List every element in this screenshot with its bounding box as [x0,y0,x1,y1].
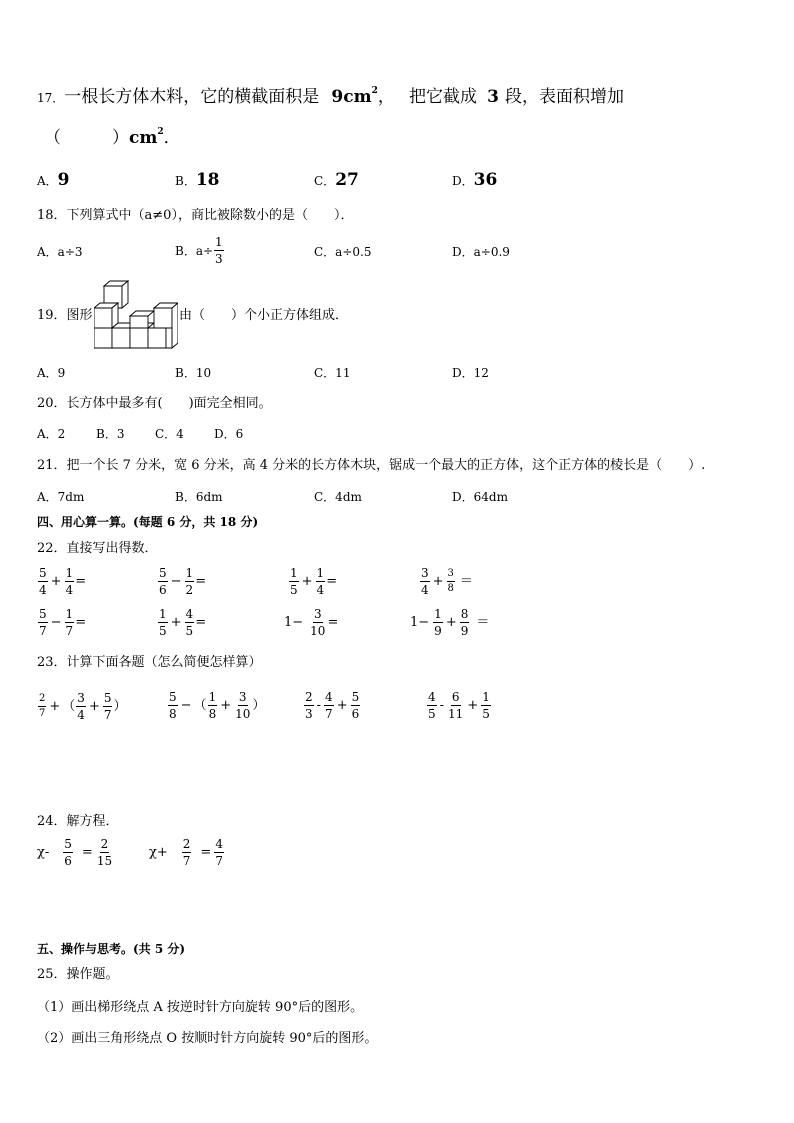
q22-text: 22．直接写出得数． [37,541,158,556]
q24-text: 24．解方程． [37,814,119,829]
q17-unit: $cm^2$ [129,127,164,148]
q24-equation-1: χ- $\frac{5}{6}$ = $\frac{2}{15}$ [37,837,113,868]
section-5-heading: 五、操作与思考。(共 5 分) [37,942,186,956]
q25-text: 25．操作题。 [37,967,119,982]
q20-text: 20．长方体中最多有( )面完全相同。 [37,396,272,411]
section-4-heading: 四、用心算一算。(每题 6 分，共 18 分) [37,515,259,529]
q22-expr-2: $\frac{5}{6}$ − $\frac{1}{2}$ = [159,566,207,597]
q20-option-b[interactable]: B．3 [96,427,125,441]
q19-option-c[interactable]: C．11 [314,366,351,380]
q21-option-b[interactable]: B．6dm [175,490,223,504]
q22-expr-4: $\frac{3}{4}$ + $\frac{3}{8}$ ＝ [421,566,473,597]
q23-text: 23．计算下面各题（怎么简便怎样算） [37,655,262,670]
q19-option-a[interactable]: A．9 [37,366,66,380]
q23-expr-2: $\frac{5}{8}$ − （ $\frac{1}{8}$ + $\frac{3}{10}$ ） [169,690,266,721]
q22-expr-3: $\frac{1}{5}$ + $\frac{1}{4}$ = [290,566,338,597]
q17-text2: 把它截成 [409,87,477,107]
q19-option-b[interactable]: B．10 [175,366,212,380]
q17-option-b[interactable]: B．18 [175,170,220,190]
q19-after: 由（ ）个小正方体组成． [179,308,349,323]
q17-value: $9cm^2$ [331,86,378,107]
q21-text: 21．把一个长 7 分米，宽 6 分米，高 4 分米的长方体木块，锯成一个最大的正方体，这个正方体的棱长是（ ）. [37,458,706,473]
q17-text3: 段，表面积增加 [504,87,624,107]
q23-expr-1: $\frac{2}{7}$ + （ $\frac{3}{4}$ + $\frac{5}{7}$ ） [39,691,127,722]
q17-line2: （ ）$cm^2$． [44,127,181,148]
q17-text: 一根长方体木料，它的横截面积是 [64,87,320,107]
q18-option-b[interactable]: B．a÷ $\frac{1}{3}$ [175,235,223,266]
q25-part-1: （1）画出梯形绕点 A 按逆时针方向旋转 90°后的图形。 [37,1000,364,1015]
cube-figure [94,280,178,350]
q22-expr-8: 1− $\frac{1}{9}$ + $\frac{8}{9}$ ＝ [410,607,490,638]
q20-option-d[interactable]: D．6 [214,427,244,441]
q25-part-2: （2）画出三角形绕点 O 按顺时针方向旋转 90°后的图形。 [37,1031,378,1046]
q17-blank: （ ） [44,128,129,148]
q22-expr-6: $\frac{1}{5}$ + $\frac{4}{5}$ = [159,607,207,638]
q21-option-a[interactable]: A．7dm [37,490,85,504]
q21-option-d[interactable]: D．64dm [452,490,508,504]
q22-expr-1: $\frac{5}{4}$ + $\frac{1}{4}$ = [39,566,87,597]
q17-number: 17． [37,91,65,105]
q23-expr-3: $\frac{2}{3}$ - $\frac{4}{7}$ + $\frac{5}{6}$ [305,690,360,721]
q18-option-a[interactable]: A．a÷3 [37,245,83,259]
q22-expr-7: 1− $\frac{3}{10}$ = [284,607,339,638]
q17-option-a[interactable]: A．9 [37,170,70,190]
q19-option-d[interactable]: D．12 [452,366,489,380]
q23-expr-4: $\frac{4}{5}$ - $\frac{6}{11}$ + $\frac{1}{5}$ [428,690,490,721]
q17-count: 3 [487,87,499,107]
q19-before: 19．图形 [37,308,93,323]
q17-option-d[interactable]: D．36 [452,170,498,190]
q17-option-c[interactable]: C．27 [314,170,359,190]
q22-expr-5: $\frac{5}{7}$ − $\frac{1}{7}$ = [39,607,87,638]
q20-option-c[interactable]: C．4 [155,427,184,441]
q21-option-c[interactable]: C．4dm [314,490,362,504]
q17-line1: 17．一根长方体木料，它的横截面积是 $9cm^2$， 把它截成 3 段，表面积增加 [37,86,624,107]
q18-option-c[interactable]: C．a÷0.5 [314,245,372,259]
q24-equation-2: χ+ $\frac{2}{7}$ = $\frac{4}{7}$ [149,837,223,868]
q20-option-a[interactable]: A．2 [37,427,66,441]
q18-text: 18．下列算式中（a≠0），商比被除数小的是（ ）． [37,208,354,223]
q18-option-d[interactable]: D．a÷0.9 [452,245,510,259]
